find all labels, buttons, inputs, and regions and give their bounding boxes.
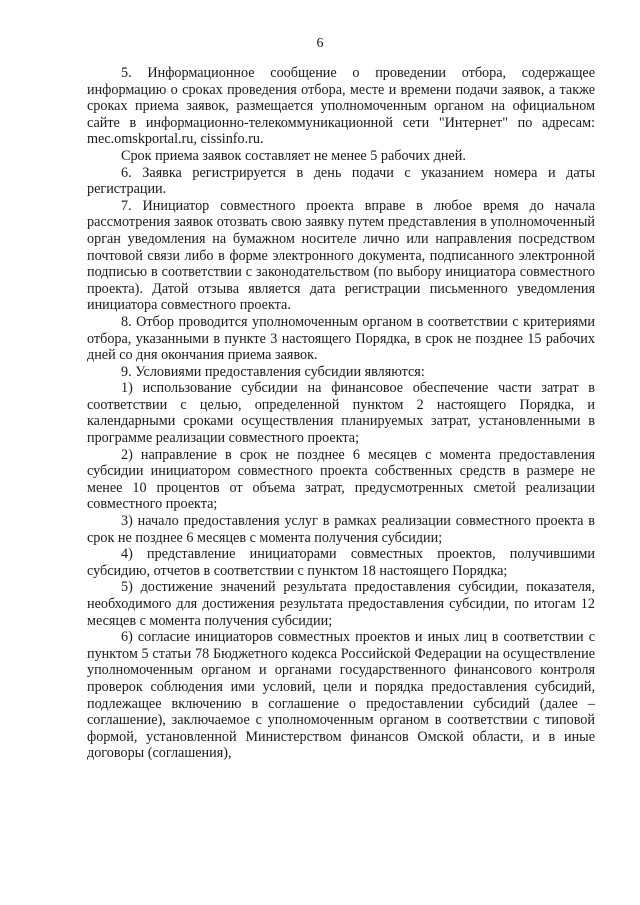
condition-1: 1) использование субсидии на финансовое обеспечение части затрат в соответствии с целью, определенной пунктом 2 настоящего Порядка, и календарными сроками осуществления планируемых затрат, установленными в программе реализации совместного проекта; bbox=[87, 380, 595, 447]
condition-5: 5) достижение значений результата предоставления субсидии, показателя, необходимого для достижения результата предоставления субсидии, по итогам 12 месяцев с момента получения субсидии; bbox=[87, 579, 595, 629]
paragraph-deadline: Срок приема заявок составляет не менее 5 рабочих дней. bbox=[121, 147, 466, 164]
paragraph-9: 9. Условиями предоставления субсидии являются: bbox=[121, 363, 425, 380]
condition-4: 4) представление инициаторами совместных проектов, получившими субсидию, отчетов в соответствии с пунктом 18 настоящего Порядка; bbox=[87, 546, 595, 579]
condition-3: 3) начало предоставления услуг в рамках реализации совместного проекта в срок не позднее 6 месяцев с момента получения субсидии; bbox=[87, 513, 595, 546]
page-number: 6 bbox=[316, 36, 324, 51]
document-body bbox=[87, 65, 595, 762]
paragraph-5: 5. Информационное сообщение о проведении отбора, содержащее информацию о сроках проведения отбора, месте и времени подачи заявок, а также сроках приема заявок, размещается уполномоченным органом на официальном сайте в информационно-телекоммуникационной сети "Интернет" по адресам: mec.omskportal.ru, cissinfo.ru. bbox=[87, 65, 595, 148]
condition-2: 2) направление в срок не позднее 6 месяцев с момента предоставления субсидии инициатором совместного проекта собственных средств в размере не менее 10 процентов от объема затрат, предусмотренных сметой реализации совместного проекта; bbox=[87, 446, 595, 513]
paragraph-8: 8. Отбор проводится уполномоченным органом в соответствии с критериями отбора, указанными в пункте 3 настоящего Порядка, в срок не позднее 15 рабочих дней со дня окончания приема заявок. bbox=[87, 313, 595, 364]
condition-6: 6) согласие инициаторов совместных проектов и иных лиц в соответствии с пунктом 5 статьи 78 Бюджетного кодекса Российской Федерации на осуществление уполномоченным органом и органами государственного финансового контроля проверок соблюдения ими условий, цели и порядка предоставления субсидий, подлежащее включению в соглашение о предоставлении субсидий (далее – соглашение), заключаемое с уполномоченным органом в соответствии с типовой формой, установленной Министерством финансов Омской области, и в иные договоры (соглашения), bbox=[87, 629, 595, 762]
paragraph-6: 6. Заявка регистрируется в день подачи с указанием номера и даты регистрации. bbox=[87, 164, 595, 198]
paragraph-7: 7. Инициатор совместного проекта вправе в любое время до начала рассмотрения заявок отозвать свою заявку путем представления в уполномоченный орган уведомления на бумажном носителе лично или направления посредством почтовой связи либо в форме электронного документа, подписанного электронной подписью в соответствии с законодательством (по выбору инициатора совместного проекта). Датой отзыва является дата регистрации письменного уведомления инициатора совместного проекта. bbox=[87, 197, 595, 314]
